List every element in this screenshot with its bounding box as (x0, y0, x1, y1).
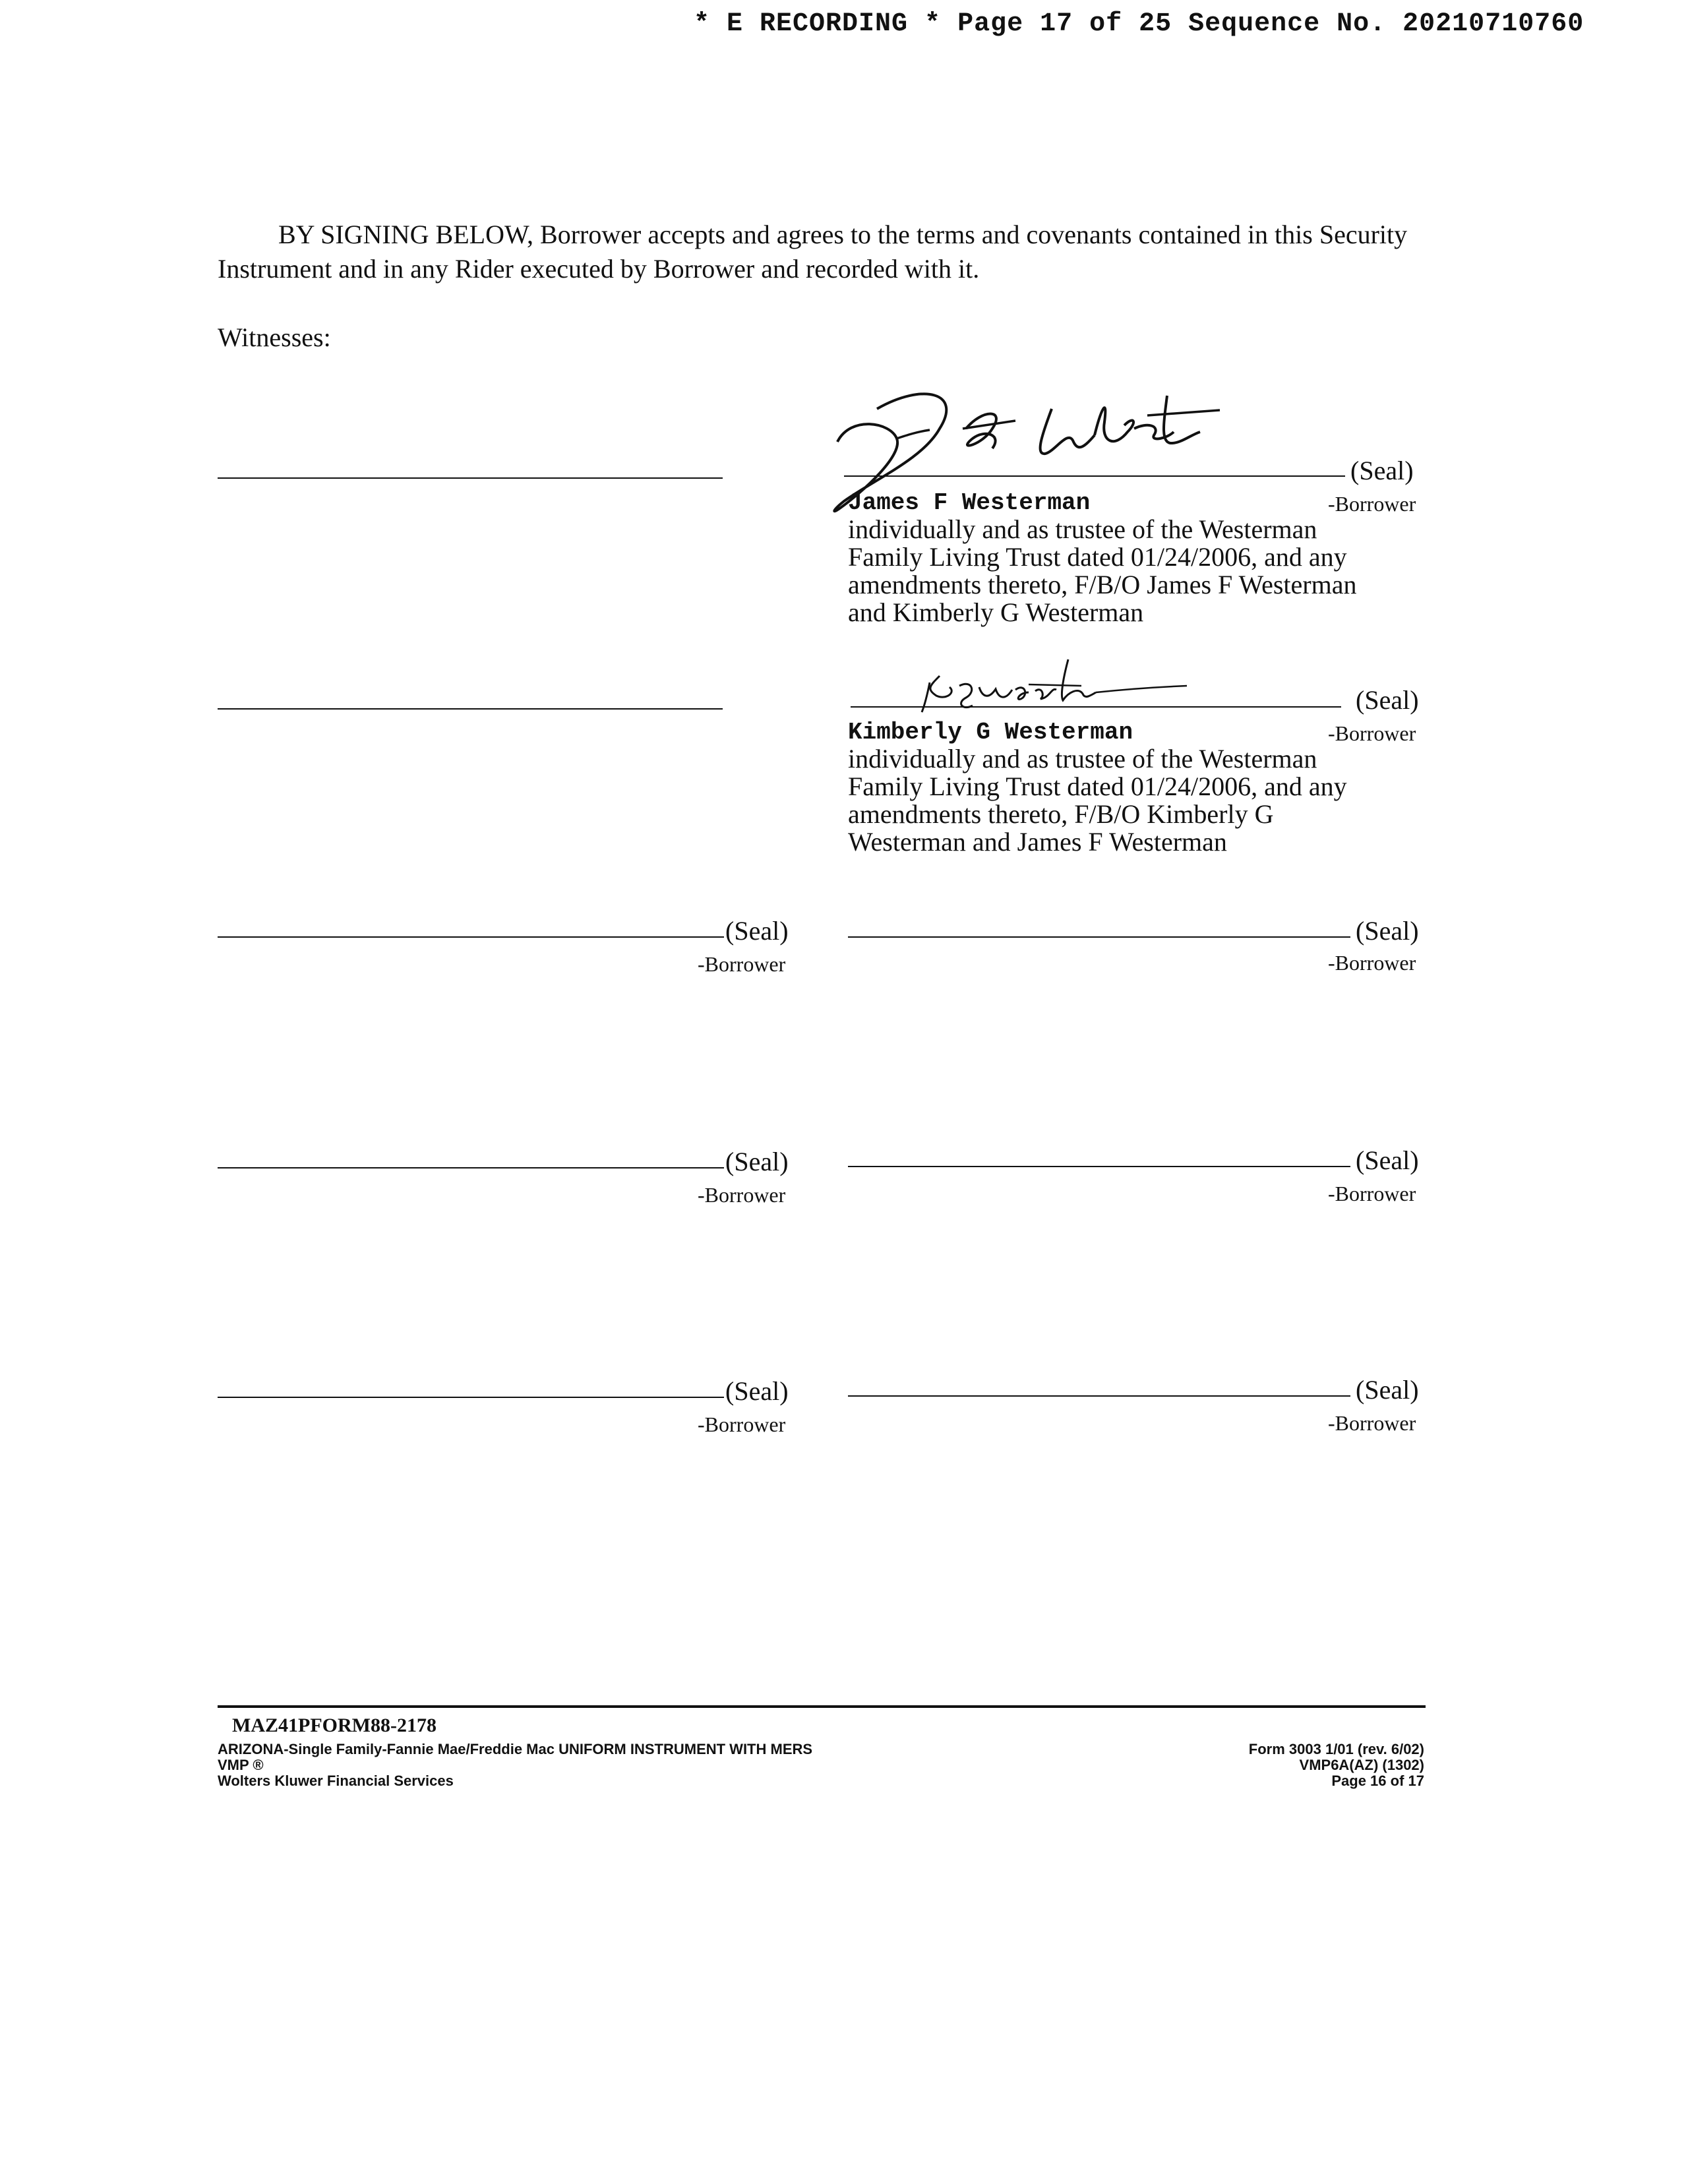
page-number: Page 16 of 17 (1331, 1773, 1424, 1789)
seal-label: (Seal) (725, 1376, 789, 1406)
borrower-signature-line (218, 936, 724, 938)
witness-signature-line (218, 708, 723, 710)
borrower-role-label: -Borrower (698, 952, 786, 976)
recording-header: * E RECORDING * Page 17 of 25 Sequence No. 20210710760 (694, 9, 1584, 39)
signatory-name: James F Westerman (848, 489, 1091, 516)
seal-label: (Seal) (725, 916, 789, 946)
borrower-role-label: -Borrower (1328, 951, 1416, 975)
borrower-signature-line (851, 706, 1341, 708)
witness-signature-line (218, 477, 723, 479)
witnesses-label: Witnesses: (218, 322, 331, 352)
form-code: VMP6A(AZ) (1302) (1299, 1757, 1424, 1773)
seal-label: (Seal) (1356, 916, 1419, 946)
seal-label: (Seal) (1356, 1375, 1419, 1405)
publisher-name: Wolters Kluwer Financial Services (218, 1773, 454, 1789)
form-id: MAZ41PFORM88-2178 (232, 1714, 437, 1736)
borrower-signature-line (848, 1166, 1350, 1167)
seal-label: (Seal) (1350, 456, 1414, 485)
borrower-signature-line (844, 475, 1345, 477)
seal-label: (Seal) (1356, 685, 1419, 715)
signing-statement: BY SIGNING BELOW, Borrower accepts and agrees to the terms and covenants contained in this Security Instrument and in any Rider executed by Borrower and recorded with it. (218, 220, 1408, 284)
signatory-capacity: individually and as trustee of the Westerman Family Living Trust dated 01/24/2006, and any amendments thereto, F/B/O Kimberly G Westerman and James F Westerman (848, 744, 1347, 857)
seal-label: (Seal) (725, 1147, 789, 1176)
form-number: Form 3003 1/01 (rev. 6/02) (1248, 1741, 1424, 1757)
borrower-role-label: -Borrower (1328, 492, 1416, 516)
footer-rule (218, 1705, 1426, 1708)
borrower-role-label: -Borrower (1328, 721, 1416, 745)
borrower-role-label: -Borrower (1328, 1182, 1416, 1205)
vmp-mark: VMP ® (218, 1757, 264, 1773)
handwritten-signature-kimberly (910, 646, 1200, 719)
borrower-signature-line (848, 1395, 1350, 1397)
seal-label: (Seal) (1356, 1145, 1419, 1175)
borrower-signature-line (218, 1167, 724, 1168)
borrower-role-label: -Borrower (698, 1412, 786, 1436)
signatory-name: Kimberly G Westerman (848, 719, 1133, 746)
borrower-role-label: -Borrower (1328, 1411, 1416, 1435)
borrower-role-label: -Borrower (698, 1183, 786, 1207)
borrower-signature-line (218, 1397, 724, 1398)
form-title: ARIZONA-Single Family-Fannie Mae/Freddie Mac UNIFORM INSTRUMENT WITH MERS (218, 1741, 813, 1757)
signatory-capacity: individually and as trustee of the Westerman Family Living Trust dated 01/24/2006, and any amendments thereto, F/B/O James F Westerman and Kimberly G Westerman (848, 514, 1357, 627)
borrower-signature-line (848, 936, 1350, 938)
